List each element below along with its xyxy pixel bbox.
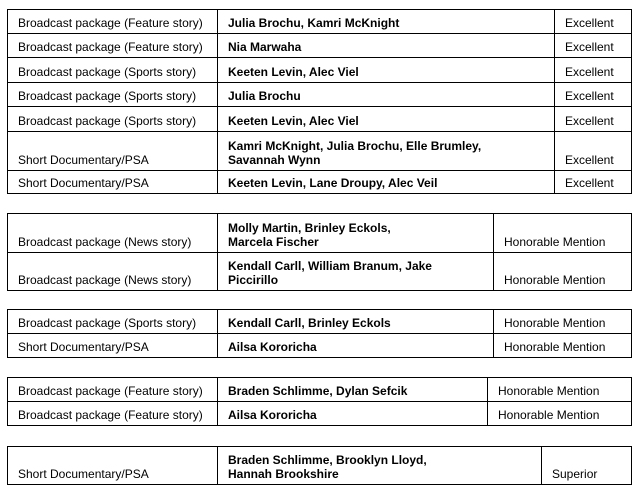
names-cell: Kendall Carll, Brinley Eckols [218, 310, 494, 334]
names-cell: Nia Marwaha [218, 34, 555, 58]
category-cell: Broadcast package (Sports story) [8, 107, 218, 132]
category-cell: Broadcast package (Sports story) [8, 58, 218, 83]
names-cell: Molly Martin, Brinley Eckols, Marcela Fischer [218, 214, 494, 253]
sports-psa-honorable-table [7, 309, 632, 358]
table-row [8, 310, 632, 334]
table-row [8, 83, 632, 107]
superior-awards-table [7, 446, 632, 485]
table-row [8, 171, 632, 194]
category-cell: Short Documentary/PSA [8, 171, 218, 194]
category-cell: Broadcast package (Feature story) [8, 402, 218, 426]
feature-story-honorable-table [7, 377, 632, 426]
excellent-awards-table [7, 9, 632, 194]
table-row [8, 402, 632, 426]
news-story-honorable-table [7, 213, 632, 291]
award-cell: Excellent [555, 107, 632, 132]
names-cell: Julia Brochu [218, 83, 555, 107]
table-row [8, 10, 632, 34]
award-cell: Excellent [555, 83, 632, 107]
category-cell: Short Documentary/PSA [8, 132, 218, 171]
names-cell: Keeten Levin, Lane Droupy, Alec Veil [218, 171, 555, 194]
table-row [8, 58, 632, 83]
names-cell: Kendall Carll, William Branum, Jake Piccirillo [218, 253, 494, 291]
category-cell: Broadcast package (Feature story) [8, 378, 218, 402]
category-cell: Broadcast package (Feature story) [8, 34, 218, 58]
category-cell: Broadcast package (Sports story) [8, 83, 218, 107]
category-cell: Broadcast package (Feature story) [8, 10, 218, 34]
category-cell: Broadcast package (Sports story) [8, 310, 218, 334]
table-row [8, 214, 632, 253]
award-cell: Honorable Mention [494, 334, 632, 358]
award-cell: Excellent [555, 10, 632, 34]
award-cell: Excellent [555, 34, 632, 58]
category-cell: Broadcast package (News story) [8, 253, 218, 291]
award-cell: Superior [542, 447, 632, 485]
names-cell: Ailsa Kororicha [218, 334, 494, 358]
award-cell: Honorable Mention [494, 253, 632, 291]
award-cell: Honorable Mention [494, 214, 632, 253]
table-row [8, 334, 632, 358]
table-row [8, 107, 632, 132]
names-cell: Braden Schlimme, Brooklyn Lloyd, Hannah Brookshire [218, 447, 542, 485]
award-cell: Honorable Mention [488, 402, 632, 426]
award-cell: Excellent [555, 58, 632, 83]
award-cell: Excellent [555, 171, 632, 194]
names-cell: Kamri McKnight, Julia Brochu, Elle Brumley, Savannah Wynn [218, 132, 555, 171]
table-row [8, 34, 632, 58]
names-cell: Keeten Levin, Alec Viel [218, 58, 555, 83]
names-cell: Braden Schlimme, Dylan Sefcik [218, 378, 488, 402]
award-cell: Honorable Mention [488, 378, 632, 402]
table-row [8, 132, 632, 171]
category-cell: Short Documentary/PSA [8, 447, 218, 485]
names-cell: Julia Brochu, Kamri McKnight [218, 10, 555, 34]
award-cell: Excellent [555, 132, 632, 171]
category-cell: Broadcast package (News story) [8, 214, 218, 253]
table-row [8, 378, 632, 402]
names-cell: Ailsa Kororicha [218, 402, 488, 426]
award-cell: Honorable Mention [494, 310, 632, 334]
table-row [8, 447, 632, 485]
table-row [8, 253, 632, 291]
names-cell: Keeten Levin, Alec Viel [218, 107, 555, 132]
category-cell: Short Documentary/PSA [8, 334, 218, 358]
